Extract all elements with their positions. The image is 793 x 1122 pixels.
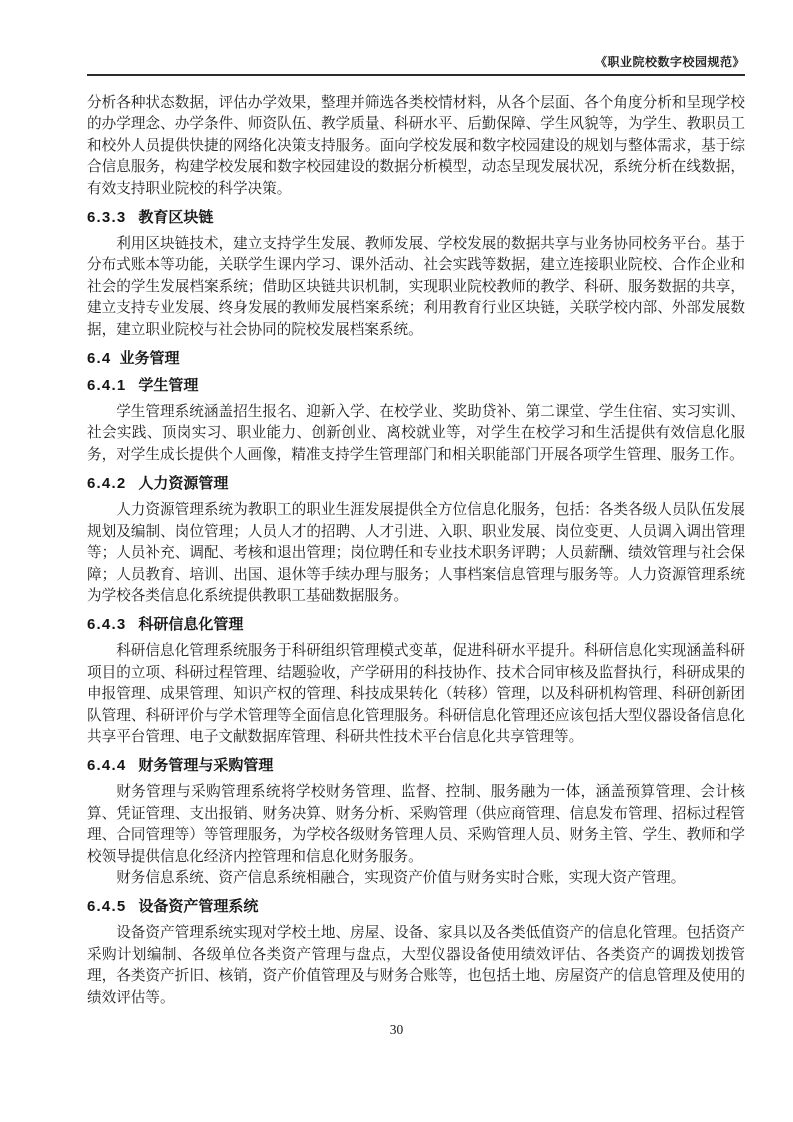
paragraph-decision-support-continuation: 分析各种状态数据，评估办学效果，整理并筛选各类校情材料，从各个层面、各个角度分析和呈现学校的办学理念、办学条件、师资队伍、教学质量、科研水平、后勤保障、学生风貌等，为学生、教职员工和校外人员提供快捷的网络化决策支持服务。面向学校发展和数字校园建设的规划与整体需求，基于综合信息服务，构建学校发展和数字校园建设的数据分析模型，动态呈现发展状况，系统分析在线数据，有效支持职业院校的科学决策。 — [87, 95, 745, 197]
section-number: 6.4.3 — [87, 616, 127, 634]
section-number: 6.4 — [87, 350, 112, 368]
page-footer — [0, 1021, 793, 1039]
section-heading-6-4-1 — [87, 377, 745, 395]
section-title: 财务管理与采购管理 — [138, 757, 274, 775]
section-title: 科研信息化管理 — [138, 616, 244, 634]
content-column — [87, 0, 745, 1009]
section-title: 业务管理 — [119, 350, 180, 368]
section-heading-6-4-3 — [87, 616, 745, 634]
section-number: 6.4.1 — [87, 377, 127, 395]
section-title: 设备资产管理系统 — [138, 898, 259, 916]
section-title: 教育区块链 — [138, 209, 214, 227]
section-heading-6-4-5 — [87, 898, 745, 916]
section-number: 6.3.3 — [87, 209, 127, 227]
section-number: 6.4.5 — [87, 898, 127, 916]
page-header — [87, 0, 745, 76]
paragraph-finance-asset-fusion: 财务信息系统、资产信息系统相融合，实现资产价值与财务实时合账，实现大资产管理。 — [116, 869, 686, 886]
section-title: 学生管理 — [138, 377, 199, 395]
section-heading-6-4-2 — [87, 475, 745, 493]
section-number: 6.4.4 — [87, 757, 127, 775]
paragraph-education-blockchain: 利用区块链技术，建立支持学生发展、教师发展、学校发展的数据共享与业务协同校务平台。基于分布式账本等功能，关联学生课内学习、课外活动、社会实践等数据，建立连接职业院校、合作企业和社会的学生发展档案系统；借助区块链共识机制，实现职业院校教师的教学、科研、服务数据的共享，建立支持专业发展、终身发展的教师发展档案系统；利用教育行业区块链，关联学校内部、外部发展数据，建立职业院校与社会协同的院校发展档案系统。 — [87, 236, 745, 338]
paragraph-finance-procurement: 财务管理与采购管理系统将学校财务管理、监督、控制、服务融为一体，涵盖预算管理、会计核算、凭证管理、支出报销、财务决算、财务分析、采购管理（供应商管理、信息发布管理、招标过程管理、合同管理等）等管理服务，为学校各级财务管理人员、采购管理人员、财务主管、学生、教师和学校领导提供信息化经济内控管理和信息化财务服务。 — [87, 784, 745, 865]
section-heading-6-4-4 — [87, 757, 745, 775]
paragraph-hr-management: 人力资源管理系统为教职工的职业生涯发展提供全方位信息化服务，包括：各类各级人员队伍发展规划及编制、岗位管理；人员人才的招聘、人才引进、入职、职业发展、岗位变更、人员调入调出管理等；人员补充、调配、考核和退出管理；岗位聘任和专业技术职务评聘；人员薪酬、绩效管理与社会保障；人员教育、培训、出国、退休等手续办理与服务；人事档案信息管理与服务等。人力资源管理系统为学校各类信息化系统提供教职工基础数据服务。 — [87, 502, 745, 604]
page-number: 30 — [389, 1022, 404, 1037]
paragraph-equipment-asset-management: 设备资产管理系统实现对学校土地、房屋、设备、家具以及各类低值资产的信息化管理。包括资产采购计划编制、各级单位各类资产管理与盘点，大型仪器设备使用绩效评估、各类资产的调拨划拨管理，各类资产折旧、核销，资产价值管理及与财务合账等，也包括土地、房屋资产的信息管理及使用的绩效评估等。 — [87, 925, 745, 1006]
paragraph-research-informatization: 科研信息化管理系统服务于科研组织管理模式变革，促进科研水平提升。科研信息化实现涵盖科研项目的立项、科研过程管理、结题验收，产学研用的科技协作、技术合同审核及监督执行，科研成果的申报管理、成果管理、知识产权的管理、科技成果转化（转移）管理，以及科研机构管理、科研创新团队管理、科研评价与学术管理等全面信息化管理服务。科研信息化管理还应该包括大型仪器设备信息化共享平台管理、电子文献数据库管理、科研共性技术平台信息化共享管理等。 — [87, 643, 745, 745]
paragraph-student-management: 学生管理系统涵盖招生报名、迎新入学、在校学业、奖助贷补、第二课堂、学生住宿、实习实训、社会实践、顶岗实习、职业能力、创新创业、离校就业等，对学生在校学习和生活提供有效信息化服务，对学生成长提供个人画像，精准支持学生管理部门和相关职能部门开展各项学生管理、服务工作。 — [87, 404, 745, 463]
header-doc-title: 《职业院校数字校园规范》 — [594, 55, 745, 69]
section-heading-6-3-3 — [87, 209, 745, 227]
section-number: 6.4.2 — [87, 475, 127, 493]
section-heading-6-4 — [87, 350, 745, 368]
section-title: 人力资源管理 — [138, 475, 229, 493]
